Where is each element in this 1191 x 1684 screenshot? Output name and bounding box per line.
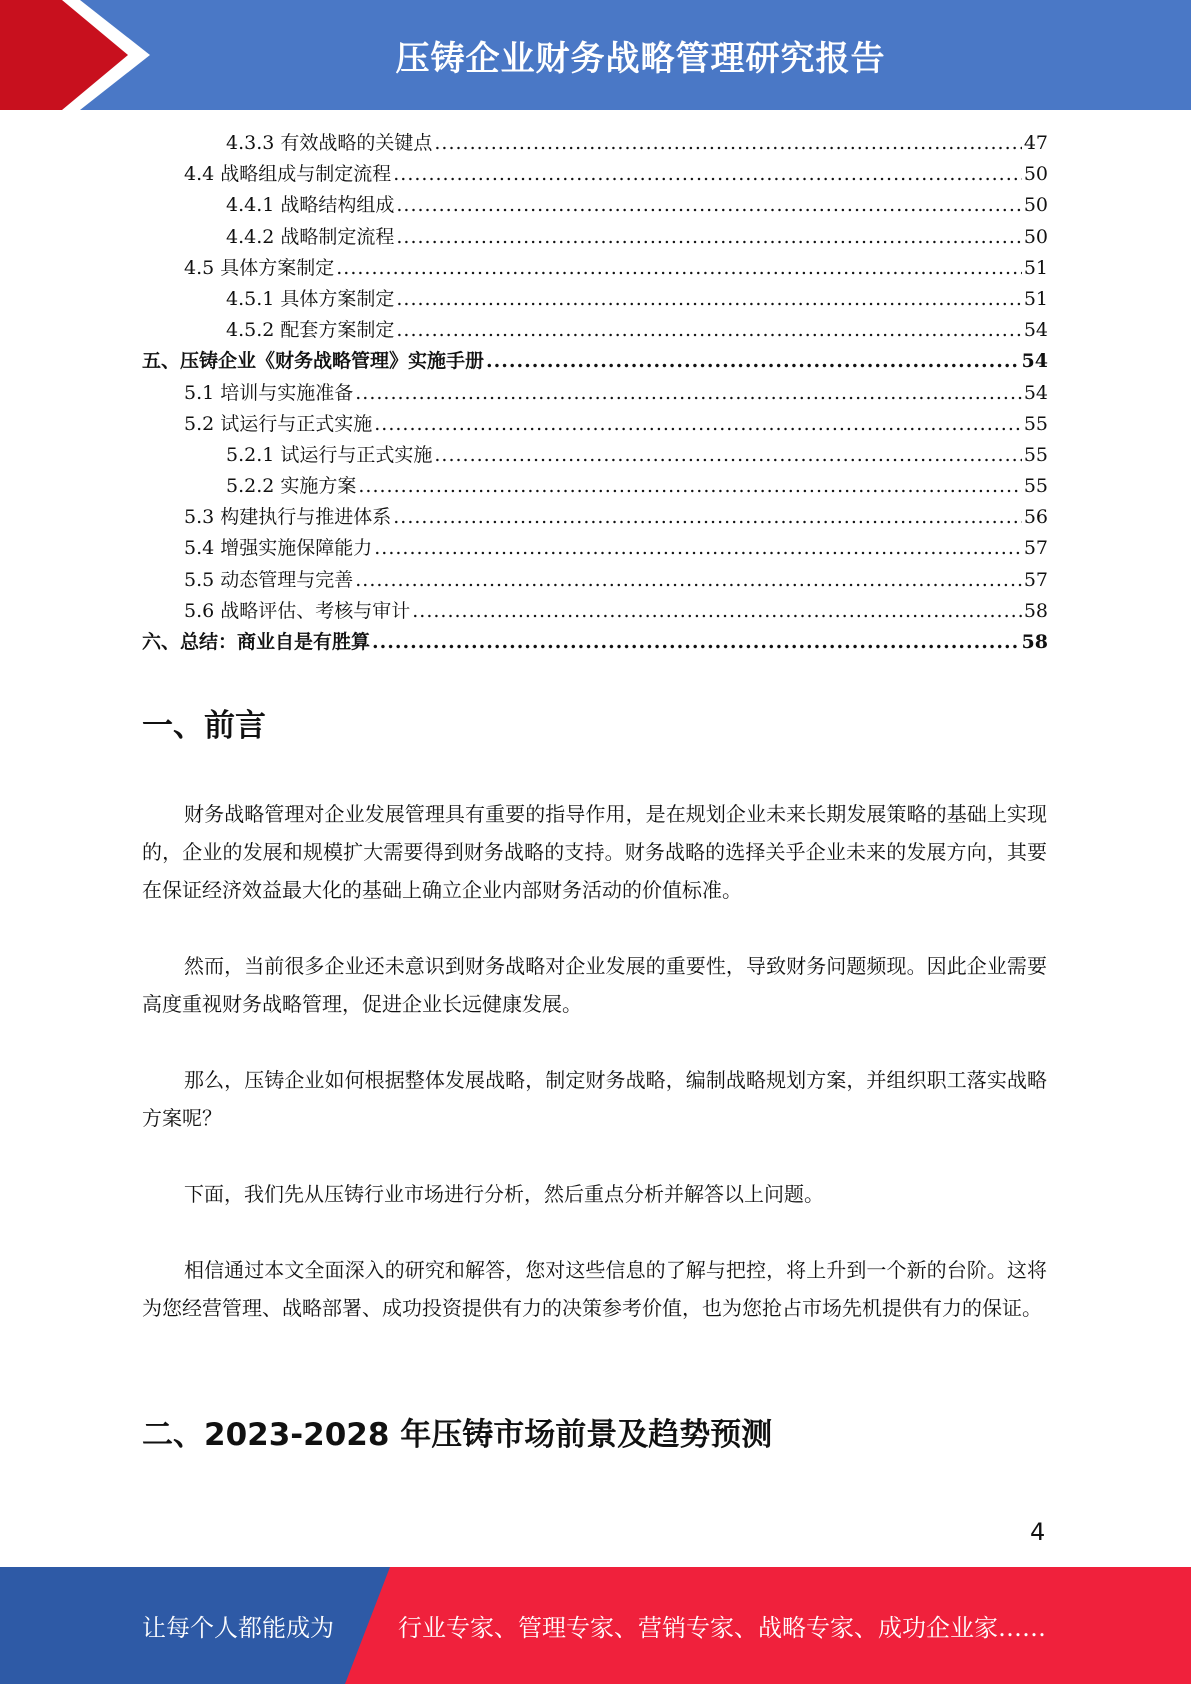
- toc-entry-page: 56: [1023, 506, 1048, 529]
- toc-entry-title: 5.3 构建执行与推进体系: [184, 506, 392, 529]
- toc-leader-dots: [396, 319, 1021, 341]
- toc-entry-title: 4.5.2 配套方案制定: [226, 319, 395, 342]
- toc-leader-dots: [374, 537, 1022, 559]
- section-heading-market-forecast: 二、2023-2028 年压铸市场前景及趋势预测: [142, 1417, 773, 1453]
- toc-leader-dots: [393, 163, 1022, 185]
- toc-entry[interactable]: [142, 533, 1048, 564]
- toc-entry[interactable]: [142, 128, 1048, 159]
- preface-paragraph: 下面，我们先从压铸行业市场进行分析，然后重点分析并解答以上问题。: [184, 1182, 824, 1206]
- toc-leader-dots: [396, 226, 1021, 248]
- toc-entry-title: 5.4 增强实施保障能力: [184, 537, 373, 560]
- toc-entry-page: 50: [1023, 163, 1048, 186]
- toc-entry-page: 50: [1023, 225, 1048, 248]
- toc-entry-title: 4.4 战略组成与制定流程: [184, 163, 392, 186]
- toc-entry-page: 57: [1023, 568, 1048, 591]
- toc-entry-page: 47: [1023, 132, 1048, 154]
- toc-entry[interactable]: [142, 565, 1048, 596]
- toc-entry-title: 5.5 动态管理与完善: [184, 568, 354, 591]
- toc-entry-page: 51: [1023, 287, 1048, 310]
- toc-leader-dots: [355, 569, 1022, 591]
- preface-paragraph: 财务战略管理对企业发展管理具有重要的指导作用，是在规划企业未来长期发展策略的基础上实现的，企业的发展和规模扩大需要得到财务战略的支持。财务战略的选择关乎企业未来的发展方向，其要在保证经济效益最大化的基础上确立企业内部财务活动的价值标准。: [142, 802, 1047, 902]
- toc-entry-title: 4.5 具体方案制定: [184, 256, 335, 279]
- toc-entry[interactable]: [142, 471, 1048, 502]
- toc-entry[interactable]: [142, 440, 1048, 471]
- toc-entry-title: 5.2.1 试运行与正式实施: [226, 443, 433, 466]
- toc-entry-page: 54: [1023, 319, 1048, 342]
- toc-entry[interactable]: [142, 596, 1048, 627]
- toc-entry-page: 55: [1023, 443, 1048, 466]
- toc-entry-page: 58: [1021, 631, 1048, 653]
- toc-entry[interactable]: [142, 627, 1048, 658]
- section-heading-preface: 一、前言: [142, 708, 266, 744]
- toc-entry[interactable]: [142, 284, 1048, 315]
- toc-entry[interactable]: [142, 190, 1048, 221]
- toc-entry-title: 5.2 试运行与正式实施: [184, 412, 373, 435]
- toc-leader-dots: [396, 194, 1021, 216]
- page-number: 4: [1030, 1518, 1046, 1546]
- toc-entry[interactable]: [142, 378, 1048, 409]
- toc-entry-title: 5.1 培训与实施准备: [184, 381, 354, 404]
- report-title: 压铸企业财务战略管理研究报告: [395, 38, 886, 79]
- toc-entry-title: 5.2.2 实施方案: [226, 475, 357, 498]
- toc-leader-dots: [434, 444, 1021, 466]
- toc-leader-dots: [396, 288, 1021, 310]
- preface-paragraph: 相信通过本文全面深入的研究和解答，您对这些信息的了解与把控，将上升到一个新的台阶。这将为您经营管理、战略部署、成功投资提供有力的决策参考价值，也为您抢占市场先机提供有力的保证。: [142, 1258, 1047, 1320]
- toc-leader-dots: [372, 631, 1020, 653]
- toc-entry[interactable]: [142, 159, 1048, 190]
- toc-entry-page: 55: [1023, 475, 1048, 498]
- footer-slogan-left: 让每个人都能成为: [142, 1614, 334, 1642]
- toc-entry[interactable]: [142, 502, 1048, 533]
- toc-entry-title: 五、压铸企业《财务战略管理》实施手册: [142, 350, 485, 373]
- toc-leader-dots: [412, 600, 1022, 622]
- toc-entry-page: 55: [1023, 412, 1048, 435]
- toc-entry-title: 4.5.1 具体方案制定: [226, 287, 395, 310]
- preface-paragraph: 那么，压铸企业如何根据整体发展战略，制定财务战略，编制战略规划方案，并组织职工落实战略方案呢？: [142, 1068, 1047, 1130]
- toc-entry-title: 六、总结：商业自是有胜算: [142, 631, 371, 653]
- toc-leader-dots: [336, 257, 1022, 279]
- toc-entry-page: 57: [1023, 537, 1048, 560]
- toc-leader-dots: [374, 413, 1022, 435]
- preface-paragraph: 然而，当前很多企业还未意识到财务战略对企业发展的重要性，导致财务问题频现。因此企业需要高度重视财务战略管理，促进企业长远健康发展。: [142, 954, 1047, 1016]
- toc-leader-dots: [486, 350, 1020, 372]
- toc-entry-page: 58: [1023, 599, 1048, 622]
- toc-leader-dots: [358, 475, 1021, 497]
- header-banner: [0, 0, 1191, 110]
- toc-entry-title: 4.4.1 战略结构组成: [226, 194, 395, 217]
- toc-entry-title: 5.6 战略评估、考核与审计: [184, 599, 411, 622]
- footer-banner: [0, 1567, 1191, 1684]
- toc-leader-dots: [355, 382, 1022, 404]
- toc-entry[interactable]: [142, 253, 1048, 284]
- toc-entry[interactable]: [142, 222, 1048, 253]
- toc-entry-page: 51: [1023, 256, 1048, 279]
- toc-entry[interactable]: [142, 315, 1048, 346]
- toc-leader-dots: [434, 132, 1021, 154]
- footer-slogan-right: 行业专家、管理专家、营销专家、战略专家、成功企业家……: [398, 1614, 1046, 1642]
- toc-entry-page: 50: [1023, 194, 1048, 217]
- table-of-contents: [142, 128, 1048, 658]
- toc-entry-title: 4.3.3 有效战略的关键点: [226, 132, 433, 154]
- toc-entry[interactable]: [142, 346, 1048, 377]
- toc-leader-dots: [393, 506, 1022, 528]
- header-chevron-decoration: [0, 0, 150, 110]
- toc-entry[interactable]: [142, 409, 1048, 440]
- toc-entry-title: 4.4.2 战略制定流程: [226, 225, 395, 248]
- toc-entry-page: 54: [1021, 350, 1048, 373]
- toc-entry-page: 54: [1023, 381, 1048, 404]
